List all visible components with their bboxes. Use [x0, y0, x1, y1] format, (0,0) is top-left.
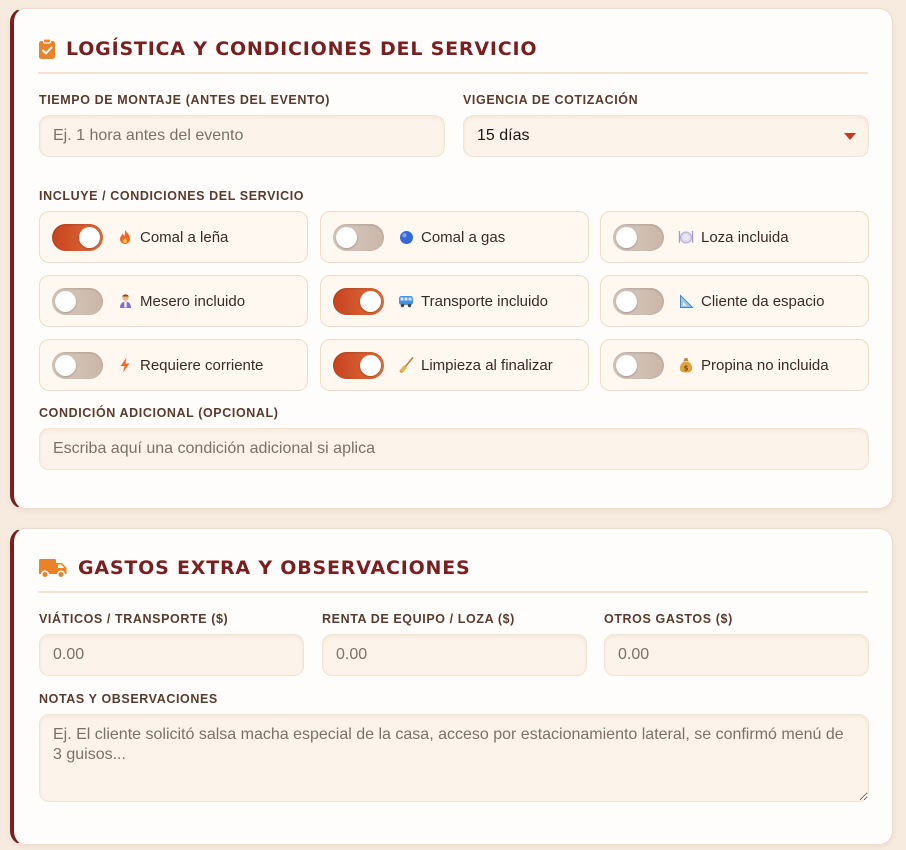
- equipment-input[interactable]: [322, 634, 587, 676]
- additional-condition-input[interactable]: [39, 428, 869, 470]
- travel-label: VIÁTICOS / TRANSPORTE ($): [39, 612, 229, 626]
- quote-validity-select[interactable]: [463, 115, 869, 157]
- bus-icon: [398, 293, 414, 309]
- equipment-label: RENTA DE EQUIPO / LOZA ($): [322, 612, 515, 626]
- notes-label: NOTAS Y OBSERVACIONES: [39, 692, 218, 706]
- toggle-switch[interactable]: [333, 288, 384, 315]
- option-toggle[interactable]: [320, 275, 589, 327]
- option-label: Cliente da espacio: [701, 292, 825, 310]
- toggle-switch[interactable]: [613, 224, 664, 251]
- clipboard-check-icon: [38, 38, 56, 60]
- notes-textarea[interactable]: [39, 714, 869, 802]
- toggle-switch[interactable]: [52, 352, 103, 379]
- option-label: Comal a leña: [140, 228, 229, 246]
- truck-icon: [38, 557, 68, 579]
- option-toggle[interactable]: [600, 211, 869, 263]
- money-bag-icon: [678, 357, 694, 373]
- logistics-header: [38, 25, 868, 74]
- logistics-title: LOGÍSTICA Y CONDICIONES DEL SERVICIO: [66, 37, 538, 60]
- toggle-switch[interactable]: [333, 352, 384, 379]
- option-label: Transporte incluido: [421, 292, 549, 310]
- toggle-knob: [336, 227, 357, 248]
- toggle-switch[interactable]: [52, 288, 103, 315]
- broom-icon: [398, 357, 414, 373]
- option-toggle[interactable]: [39, 275, 308, 327]
- toggle-knob: [79, 227, 100, 248]
- setup-time-label: TIEMPO DE MONTAJE (ANTES DEL EVENTO): [39, 93, 331, 107]
- option-label: Mesero incluido: [140, 292, 246, 310]
- expenses-title: GASTOS EXTRA Y OBSERVACIONES: [78, 557, 471, 579]
- option-toggle[interactable]: [600, 339, 869, 391]
- option-toggle[interactable]: [39, 211, 308, 263]
- toggle-switch[interactable]: [613, 288, 664, 315]
- toggle-knob: [360, 291, 381, 312]
- includes-label: INCLUYE / CONDICIONES DEL SERVICIO: [39, 189, 305, 203]
- expenses-card: [10, 528, 893, 845]
- quote-validity-label: VIGENCIA DE COTIZACIÓN: [463, 93, 639, 107]
- option-label: Limpieza al finalizar: [421, 356, 553, 374]
- option-label: Requiere corriente: [140, 356, 264, 374]
- option-toggle[interactable]: [320, 211, 589, 263]
- option-label: Propina no incluida: [701, 356, 829, 374]
- quote-validity-value: 15 días: [477, 127, 530, 144]
- option-toggle[interactable]: [320, 339, 589, 391]
- fire-icon: [117, 229, 133, 245]
- blue-circle-icon: [398, 229, 414, 245]
- toggle-knob: [616, 291, 637, 312]
- setup-time-input[interactable]: [39, 115, 445, 157]
- logistics-card: [10, 8, 893, 509]
- other-expenses-input[interactable]: [604, 634, 869, 676]
- toggle-knob: [616, 227, 637, 248]
- option-toggle[interactable]: [600, 275, 869, 327]
- other-expenses-label: OTROS GASTOS ($): [604, 612, 733, 626]
- caret-down-icon: [844, 133, 856, 140]
- toggle-knob: [360, 355, 381, 376]
- travel-input[interactable]: [39, 634, 304, 676]
- toggle-knob: [55, 355, 76, 376]
- triangle-ruler-icon: [678, 293, 694, 309]
- option-toggle[interactable]: [39, 339, 308, 391]
- additional-condition-label: CONDICIÓN ADICIONAL (OPCIONAL): [39, 406, 279, 420]
- toggle-switch[interactable]: [613, 352, 664, 379]
- expenses-header: [38, 545, 868, 593]
- toggle-switch[interactable]: [52, 224, 103, 251]
- toggle-knob: [616, 355, 637, 376]
- toggle-knob: [55, 291, 76, 312]
- option-label: Loza incluida: [701, 228, 789, 246]
- lightning-icon: [117, 357, 133, 373]
- waiter-icon: [117, 293, 133, 309]
- svg-text:$: $: [683, 364, 689, 373]
- option-label: Comal a gas: [421, 228, 506, 246]
- toggle-switch[interactable]: [333, 224, 384, 251]
- plate-icon: [678, 229, 694, 245]
